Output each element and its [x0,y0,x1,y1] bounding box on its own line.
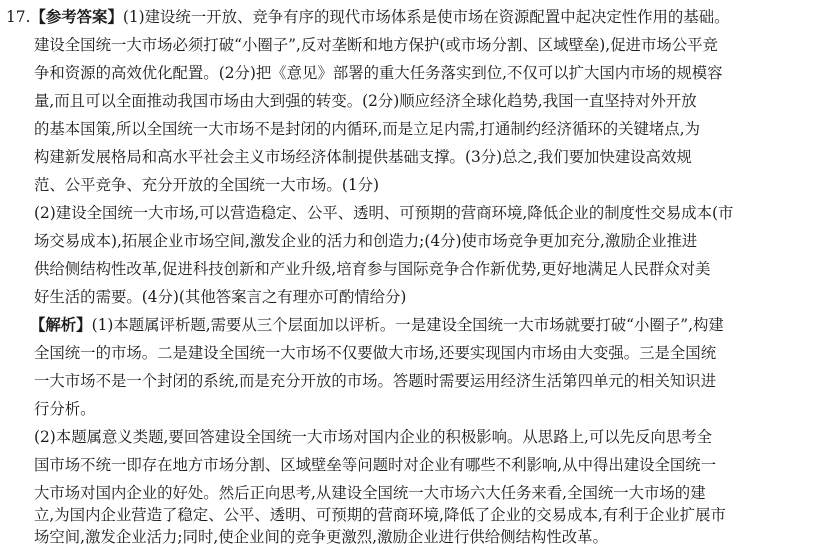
answer-line-10 [34,255,822,283]
analysis-line-1 [30,311,822,339]
answer-line-11 [34,283,822,311]
answer-line-9 [34,227,822,255]
analysis-text: (2)本题属意义类题,要回答建设全国统一大市场对国内企业的积极影响。从思路上,可以先反向思考全 [34,428,712,446]
analysis-text: 立,为国内企业营造了稳定、公平、透明、可预期的营商环境,降低了企业的交易成本,有利于企业扩展市 [34,506,726,524]
answer-text: 好生活的需要。(4分)(其他答案言之有理亦可酌情给分) [34,288,407,306]
answer-text: (1)建设统一开放、竞争有序的现代市场体系是使市场在资源配置中起决定性作用的基础。 [122,8,730,26]
analysis-text: 国市场不统一即存在地方市场分割、区域壁垒等问题时对企业有哪些不利影响,从中得出建设全国统一 [34,456,717,474]
answer-line-4 [34,87,822,115]
answer-text: 量,而且可以全面推动我国市场由大到强的转变。(2分)顺应经济全球化趋势,我国一直坚持对外开放 [34,92,697,110]
analysis-text: 大市场对国内企业的好处。然后正向思考,从建设全国统一大市场六大任务来看,全国统一大市场的建 [34,484,706,502]
answer-line-1 [6,3,822,31]
answer-text: 的基本国策,所以全国统一大市场不是封闭的内循环,而是立足内需,打通制约经济循环的关键堵点,为 [34,120,700,138]
analysis-text: 场空间,激发企业活力;同时,使企业间的竞争更激烈,激励企业进行供给侧结构性改革。 [34,528,608,546]
answer-text: 建设全国统一大市场必须打破“小圈子”,反对垄断和地方保护(或市场分割、区域壁垒),促进市场公平竞 [34,36,718,54]
answer-line-8 [34,199,822,227]
analysis-line-6 [34,451,822,479]
answer-text: 场交易成本),拓展企业市场空间,激发企业的活力和创造力;(4分)使市场竞争更加充分,激励企业推进 [34,232,698,250]
answer-text: 供给侧结构性改革,促进科技创新和产业升级,培育参与国际竞争合作新优势,更好地满足人民群众对美 [34,260,711,278]
answer-line-3 [34,59,822,87]
answer-line-7 [34,171,822,199]
answer-label: 【参考答案】 [30,8,123,26]
analysis-label: 【解析】 [30,316,92,334]
analysis-text: 行分析。 [34,400,96,418]
answer-line-2 [34,31,822,59]
answer-text: 争和资源的高效优化配置。(2分)把《意见》部署的重大任务落实到位,不仅可以扩大国内市场的规模容 [34,64,723,82]
answer-text: 范、公平竞争、充分开放的全国统一大市场。(1分) [34,176,380,194]
analysis-text: 一大市场不是一个封闭的系统,而是充分开放的市场。答题时需要运用经济生活第四单元的相关知识进 [34,372,717,390]
analysis-line-2 [34,339,822,367]
analysis-line-5 [34,423,822,451]
answer-text: 构建新发展格局和高水平社会主义市场经济体制提供基础支撑。(3分)总之,我们要加快建设高效规 [34,148,692,166]
analysis-text: (1)本题属评析题,需要从三个层面加以评析。一是建设全国统一大市场就要打破“小圈子”,构建 [91,316,724,334]
answer-line-6 [34,143,822,171]
question-number: 17. [6,8,31,26]
analysis-line-9 [34,523,822,551]
answer-text: (2)建设全国统一大市场,可以营造稳定、公平、透明、可预期的营商环境,降低企业的制度性交易成本(市 [34,204,734,222]
answer-line-5 [34,115,822,143]
analysis-text: 全国统一的市场。二是建设全国统一大市场不仅要做大市场,还要实现国内市场由大变强。三是全国统 [34,344,717,362]
analysis-line-4 [34,395,822,423]
analysis-line-3 [34,367,822,395]
